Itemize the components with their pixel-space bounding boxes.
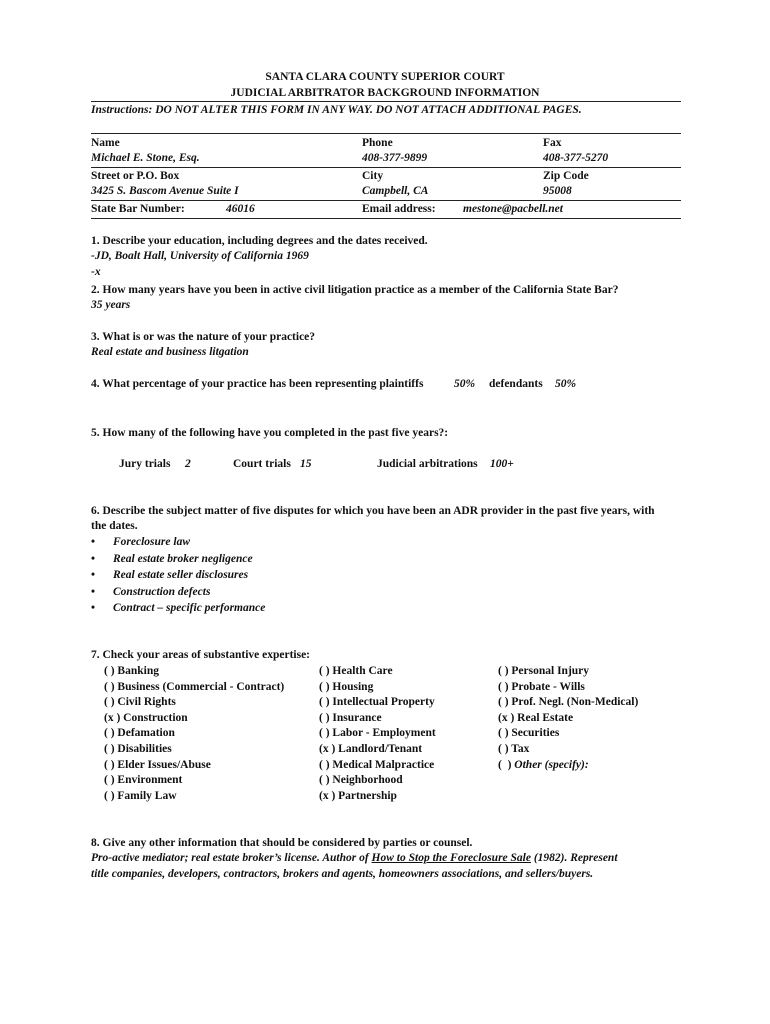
expertise-column-3 <box>498 664 638 773</box>
q6-question: 6. Describe the subject matter of five disputes for which you have been an ADR provider in the past five years, with <box>91 505 655 517</box>
bullet: • <box>91 602 96 614</box>
expertise-item[interactable]: ( ) Civil Rights <box>104 696 176 709</box>
q6-question: the dates. <box>91 520 138 532</box>
q5-question: 5. How many of the following have you completed in the past five years?: <box>91 427 449 439</box>
expertise-item[interactable]: ( ) Housing <box>319 680 374 693</box>
city-value: Campbell, CA <box>362 185 429 197</box>
q4-question: 4. What percentage of your practice has been representing plaintiffs <box>91 378 424 390</box>
email-label: Email address: <box>362 203 436 215</box>
q1-answer: -x <box>91 266 101 278</box>
expertise-item[interactable]: ( ) Elder Issues/Abuse <box>104 758 211 771</box>
q4-defendants-value: 50% <box>555 378 577 390</box>
q8-answer-text: Pro-active mediator; real estate broker’s license. Author of <box>91 852 372 864</box>
instructions: Instructions: DO NOT ALTER THIS FORM IN ANY WAY. DO NOT ATTACH ADDITIONAL PAGES. <box>91 104 582 116</box>
list-item-text: Foreclosure law <box>113 536 190 548</box>
bullet: • <box>91 585 96 598</box>
court-name: SANTA CLARA COUNTY SUPERIOR COURT <box>265 71 505 83</box>
judicial-arbitrations-label: Judicial arbitrations <box>377 458 478 470</box>
list-item <box>91 600 265 617</box>
bullet: • <box>91 552 96 565</box>
expertise-item[interactable]: ( ) Defamation <box>104 727 175 740</box>
phone-value: 408-377-9899 <box>362 152 428 164</box>
jury-trials-label: Jury trials <box>119 458 171 470</box>
list-item <box>91 584 265 601</box>
expertise-item[interactable]: ( ) Probate - Wills <box>498 680 585 693</box>
court-trials-value: 15 <box>300 458 312 470</box>
other-prefix: ( ) <box>498 758 515 771</box>
q3-question: 3. What is or was the nature of your practice? <box>91 331 316 343</box>
expertise-item[interactable]: ( ) Neighborhood <box>319 774 403 787</box>
list-item-text: Contract – specific performance <box>113 602 266 614</box>
list-item <box>91 534 265 551</box>
divider <box>91 133 681 134</box>
expertise-item[interactable]: (x ) Landlord/Tenant <box>319 742 423 755</box>
expertise-item[interactable]: (x ) Construction <box>104 711 188 724</box>
book-title: How to Stop the Foreclosure Sale <box>371 852 531 864</box>
q4-plaintiffs-value: 50% <box>454 378 476 390</box>
expertise-item[interactable]: ( ) Family Law <box>104 789 177 802</box>
q4-defendants-label: defendants <box>489 378 543 390</box>
divider <box>91 101 681 102</box>
expertise-item[interactable]: ( ) Intellectual Property <box>319 696 435 709</box>
phone-label: Phone <box>362 137 393 149</box>
divider <box>91 200 681 201</box>
expertise-item[interactable]: ( ) Banking <box>104 665 159 677</box>
expertise-column-1 <box>104 664 284 804</box>
expertise-item[interactable]: ( ) Tax <box>498 742 530 755</box>
judicial-arbitrations-value: 100+ <box>490 458 514 470</box>
q3-answer: Real estate and business litgation <box>91 346 249 358</box>
list-item <box>91 567 265 584</box>
other-label: Other (specify): <box>514 758 589 771</box>
list-item <box>91 551 265 568</box>
street-value: 3425 S. Bascom Avenue Suite I <box>91 185 239 197</box>
court-trials-label: Court trials <box>233 458 291 470</box>
expertise-item[interactable]: ( ) Disabilities <box>104 742 172 755</box>
name-value: Michael E. Stone, Esq. <box>91 152 200 164</box>
expertise-item[interactable]: ( ) Labor - Employment <box>319 727 436 740</box>
q8-answer-text: (1982). Represent <box>530 852 618 864</box>
dispute-list <box>91 534 265 617</box>
bar-number-value: 46016 <box>226 203 255 215</box>
list-item-text: Real estate seller disclosures <box>113 569 249 581</box>
q1-answer: -JD, Boalt Hall, University of California 1969 <box>91 250 309 262</box>
expertise-column-2 <box>319 664 436 804</box>
fax-value: 408-377-5270 <box>543 152 609 164</box>
bullet: • <box>91 569 96 581</box>
zip-label: Zip Code <box>543 170 589 182</box>
list-item-text: Construction defects <box>113 585 211 598</box>
q1-question: 1. Describe your education, including degrees and the dates received. <box>91 235 428 247</box>
list-item-text: Real estate broker negligence <box>113 552 253 565</box>
email-value: mestone@pacbell.net <box>463 203 563 215</box>
q8-answer: title companies, developers, contractors, brokers and agents, homeowners associations, and sellers/buyers. <box>91 868 594 880</box>
divider <box>91 167 681 168</box>
expertise-item[interactable]: ( ) Prof. Negl. (Non-Medical) <box>498 696 639 709</box>
q8-answer <box>91 852 618 864</box>
fax-label: Fax <box>543 137 562 149</box>
expertise-item[interactable]: ( ) Environment <box>104 774 183 787</box>
name-label: Name <box>91 137 120 149</box>
expertise-item[interactable]: (x ) Real Estate <box>498 711 574 724</box>
expertise-item[interactable]: (x ) Partnership <box>319 789 397 802</box>
divider <box>91 218 681 219</box>
expertise-item[interactable]: ( ) Personal Injury <box>498 665 590 677</box>
expertise-item-other[interactable] <box>498 758 638 774</box>
q2-question: 2. How many years have you been in active civil litigation practice as a member of the California State Bar? <box>91 284 619 296</box>
expertise-item[interactable]: ( ) Securities <box>498 727 560 740</box>
q2-answer: 35 years <box>91 299 131 311</box>
jury-trials-value: 2 <box>185 458 191 470</box>
form-title: JUDICIAL ARBITRATOR BACKGROUND INFORMATION <box>230 87 540 99</box>
street-label: Street or P.O. Box <box>91 170 180 182</box>
expertise-item[interactable]: ( ) Business (Commercial - Contract) <box>104 680 285 693</box>
q7-question: 7. Check your areas of substantive expertise: <box>91 649 311 661</box>
zip-value: 95008 <box>543 185 572 197</box>
bullet: • <box>91 536 96 548</box>
expertise-item[interactable]: ( ) Health Care <box>319 665 393 677</box>
city-label: City <box>362 170 384 182</box>
q8-question: 8. Give any other information that should be considered by parties or counsel. <box>91 837 473 849</box>
expertise-item[interactable]: ( ) Medical Malpractice <box>319 758 435 771</box>
bar-number-label: State Bar Number: <box>91 203 185 215</box>
expertise-item[interactable]: ( ) Insurance <box>319 711 382 724</box>
